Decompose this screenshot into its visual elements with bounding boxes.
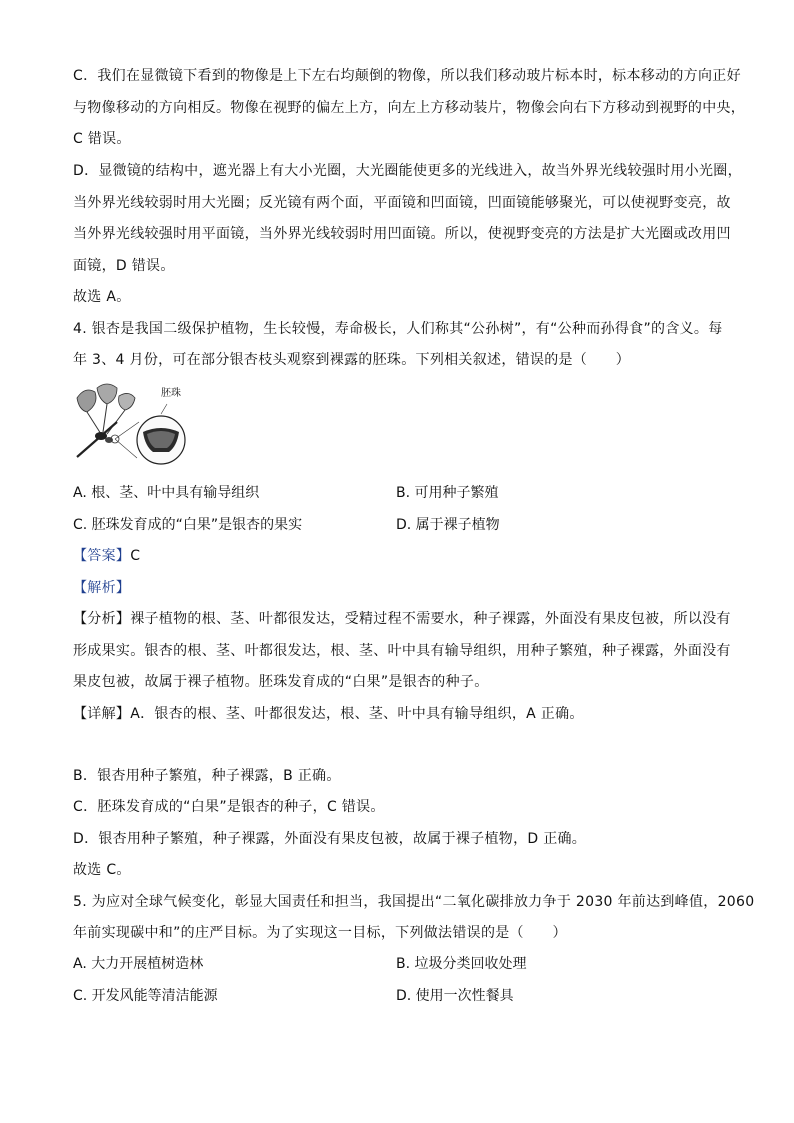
fenxi-tag: 【分析】 (73, 611, 131, 627)
q5-stem-line-1: 5. 为应对全球气候变化，彰显大国责任和担当，我国提出“二氧化碳排放力争于 2030 年前达到峰值，2060 (73, 894, 755, 910)
q4-option-d: D. 属于裸子植物 (396, 517, 500, 533)
answer-tag: 【答案】 (73, 548, 131, 564)
paragraph-d-line-1: D．显微镜的结构中，遮光器上有大小光圈，大光圈能使更多的光线进入，故当外界光线较强时用小光圈， (73, 163, 742, 179)
ginkgo-ovule-figure (73, 382, 193, 472)
xiangjie-tag: 【详解】 (73, 706, 131, 722)
q5-option-c: C. 开发风能等清洁能源 (73, 988, 218, 1004)
q4-option-c: C. 胚珠发育成的“白果”是银杏的果实 (73, 517, 303, 533)
q4-c-line: C．胚珠发育成的“白果”是银杏的种子，C 错误。 (73, 799, 385, 815)
q4-analysis-heading (73, 578, 733, 598)
fenxi-text-1: 裸子植物的根、茎、叶都很发达，受精过程不需要水，种子裸露，外面没有果皮包被，所以没有 (130, 611, 731, 627)
q4-option-a: A. 根、茎、叶中具有输导组织 (73, 485, 260, 501)
paragraph-d-line-3: 当外界光线较强时用平面镜，当外界光线较弱时用凹面镜。所以，使视野变亮的方法是扩大光圈或改用凹 (73, 226, 731, 242)
q5-option-b: B. 垃圾分类回收处理 (396, 956, 527, 972)
paragraph-d-line-4: 面镜，D 错误。 (73, 258, 175, 274)
choose-answer-a: 故选 A。 (73, 289, 131, 305)
q4-stem-line-1: 4. 银杏是我国二级保护植物，生长较慢，寿命极长，人们称其“公孙树”，有“公种而孙得食”的含义。每 (73, 321, 723, 337)
q5-option-a: A. 大力开展植树造林 (73, 956, 204, 972)
q4-d-line: D．银杏用种子繁殖，种子裸露，外面没有果皮包被，故属于裸子植物，D 正确。 (73, 831, 587, 847)
ovule-label: 胚珠 (161, 388, 181, 399)
q5-option-d: D. 使用一次性餐具 (396, 988, 514, 1004)
q4-xiangjie-line (73, 704, 733, 724)
q4-fenxi-line-3: 果皮包被，故属于裸子植物。胚珠发育成的“白果”是银杏的种子。 (73, 674, 489, 690)
paragraph-d-line-2: 当外界光线较弱时用大光圈；反光镜有两个面，平面镜和凹面镜，凹面镜能够聚光，可以使视野变亮，故 (73, 195, 731, 211)
q4-stem-line-2: 年 3、4 月份，可在部分银杏枝头观察到裸露的胚珠。下列相关叙述，错误的是（ ） (73, 352, 631, 368)
q4-answer (73, 546, 733, 566)
answer-value: C (130, 548, 141, 564)
paragraph-c-line-3: C 错误。 (73, 131, 131, 147)
paragraph-c-line-1: C．我们在显微镜下看到的物像是上下左右均颠倒的物像，所以我们移动玻片标本时，标本移动的方向正好 (73, 68, 741, 84)
paragraph-c-line-2: 与物像移动的方向相反。物像在视野的偏左上方，向左上方移动装片，物像会向右下方移动到视野的中央， (73, 100, 746, 116)
q5-stem-line-2: 年前实现碳中和”的庄严目标。为了实现这一目标，下列做法错误的是（ ） (73, 925, 567, 941)
analysis-tag: 【解析】 (73, 580, 131, 596)
xiangjie-a: A．银杏的根、茎、叶都很发达，根、茎、叶中具有输导组织，A 正确。 (130, 706, 584, 722)
choose-answer-c: 故选 C。 (73, 862, 131, 878)
q4-fenxi-line-2: 形成果实。银杏的根、茎、叶都很发达，根、茎、叶中具有输导组织，用种子繁殖，种子裸露，外面没有 (73, 643, 731, 659)
q4-option-b: B. 可用种子繁殖 (396, 485, 499, 501)
q4-b-line: B．银杏用种子繁殖，种子裸露，B 正确。 (73, 768, 341, 784)
q4-fenxi-line-1 (73, 609, 733, 629)
